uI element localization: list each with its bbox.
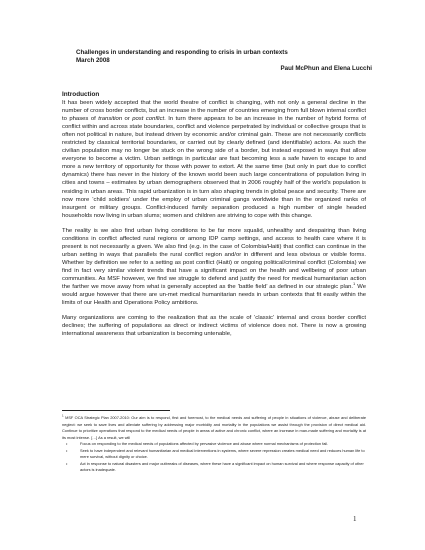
document-header (76, 49, 372, 73)
document-title: Challenges in understanding and responding to crisis in urban contexts (76, 49, 288, 56)
footnote-separator (62, 410, 170, 411)
paragraph: It has been widely accepted that the world theatre of conflict is changing, with not only a general decline in the number of cross border conflicts, but an increase in the number of countries emerging from full blown internal conflict to phases of transition or post conflict. In turn there appears to be an increase in the number of hybrid forms of conflict within and across state boundaries, conflict and violence perpetrated by individual or collective groups that is often not political in nature, but instead driven by economic and/or criminal gain. These are not necessarily conflicts restricted by classical territorial boundaries, or carried out by clearly defined (and identifiable) actors. As such the civilian population may no longer be stuck on the wrong side of a border, but instead exposed in ways that allow everyone to become a victim. Urban settings in particular are fast becoming less a safe haven to escape to and more a new territory of opportunity for those with power to extort. At the same time (but only in part due to conflict dynamics) there has never in the history of the known world been such large concentrations of population living in cities and towns – estimates by urban demographers observed that in 2006 roughly half of the world’s population is residing in urban areas. This rapid urbanization is in turn also shaping trends in global peace and security. There are now more ‘child soldiers’ under the employ of urban criminal gangs worldwide than in the organized ranks of insurgent or military groups. Conflict-induced family separation produced a high number of single headed households now living in urban slums; women and children are striving to cope with this change. (62, 100, 367, 219)
page-number: 1 (353, 515, 357, 523)
body-text (62, 99, 366, 345)
paragraph: The reality is we also find urban living conditions to be far more squalid, unhealthy and despairing than living conditions in conflict affected rural regions or among IDP camp settings, and access to health care where it is present is not necessarily a given. We also find (e.g. in the case of Colombia/Haiti) that conflict can continue in the urban setting in ways that parallels the rural conflict region and/or in different and less obvious or visible forms. Whether by definition we refer to a setting as post conflict (Haiti) or ongoing political/criminal conflict (Colombia) we find in fact very similar violent trends that have a significant impact on the health and wellbeing of poor urban communities. As MSF however, we find we struggle to defend and justify the need for medical humanitarian action the farther we move away from what is generally accepted as the ‘battle field’ as defined in our strategic plan.$^1$ We would argue however that there are un-met medical humanitarian needs in urban contexts that fit easily within the limits of our Health and Operations Policy ambitions. (62, 227, 366, 307)
document-authors: Paul McPhun and Elena Lucchi (280, 65, 372, 72)
section-heading: Introduction (62, 91, 100, 98)
footnote-mark: 1 (62, 413, 64, 418)
footnote (62, 415, 366, 441)
bullet-icon: • (66, 460, 68, 466)
paragraph: Many organizations are coming to the realization that as the scale of ‘classic’ internal and cross border conflict declines; the suffering of populations as direct or indirect victims of violence does not. There is now a growing international awareness that urbanization is becoming untenable, (62, 315, 366, 338)
bullet-icon: • (66, 447, 68, 453)
footnote-text: MSF OCA Strategic Plan 2007-2010: Our aim is to respond, first and foremost, to the medical needs and suffering of people in situations of violence, abuse and deliberate neglect: we seek to save lives and alleviate suffering by addressing major morbidity and mortality in the populations we assist through the provision of direct medical aid. Continue to prioritize operations that respond to the medical needs of people in areas of active and chronic conflict, where an increase in man-made suffering and mortality is at its most intense. […] As a result, we will (62, 415, 366, 440)
bullet-icon: • (66, 441, 68, 447)
footnotes (62, 415, 366, 474)
footnote-bullet: • Act in response to natural disasters and major outbreaks of diseases, where these have a significant impact on human survival and where response capacity of other actors is inadequate. (66, 460, 364, 473)
footnote-bullet: • Seek to have independent and relevant humanitarian and medical interventions in systems, where severe repression creates medical need and reduces human life to mere survival, without dignity or choice. (66, 447, 365, 460)
document-date: March 2008 (76, 57, 110, 64)
footnote-bullet-list (62, 441, 366, 474)
footnote-bullet: • Focus on responding to the medical needs of populations affected by pervasive violence and abuse where normal mechanisms of protection fail. (66, 441, 329, 447)
